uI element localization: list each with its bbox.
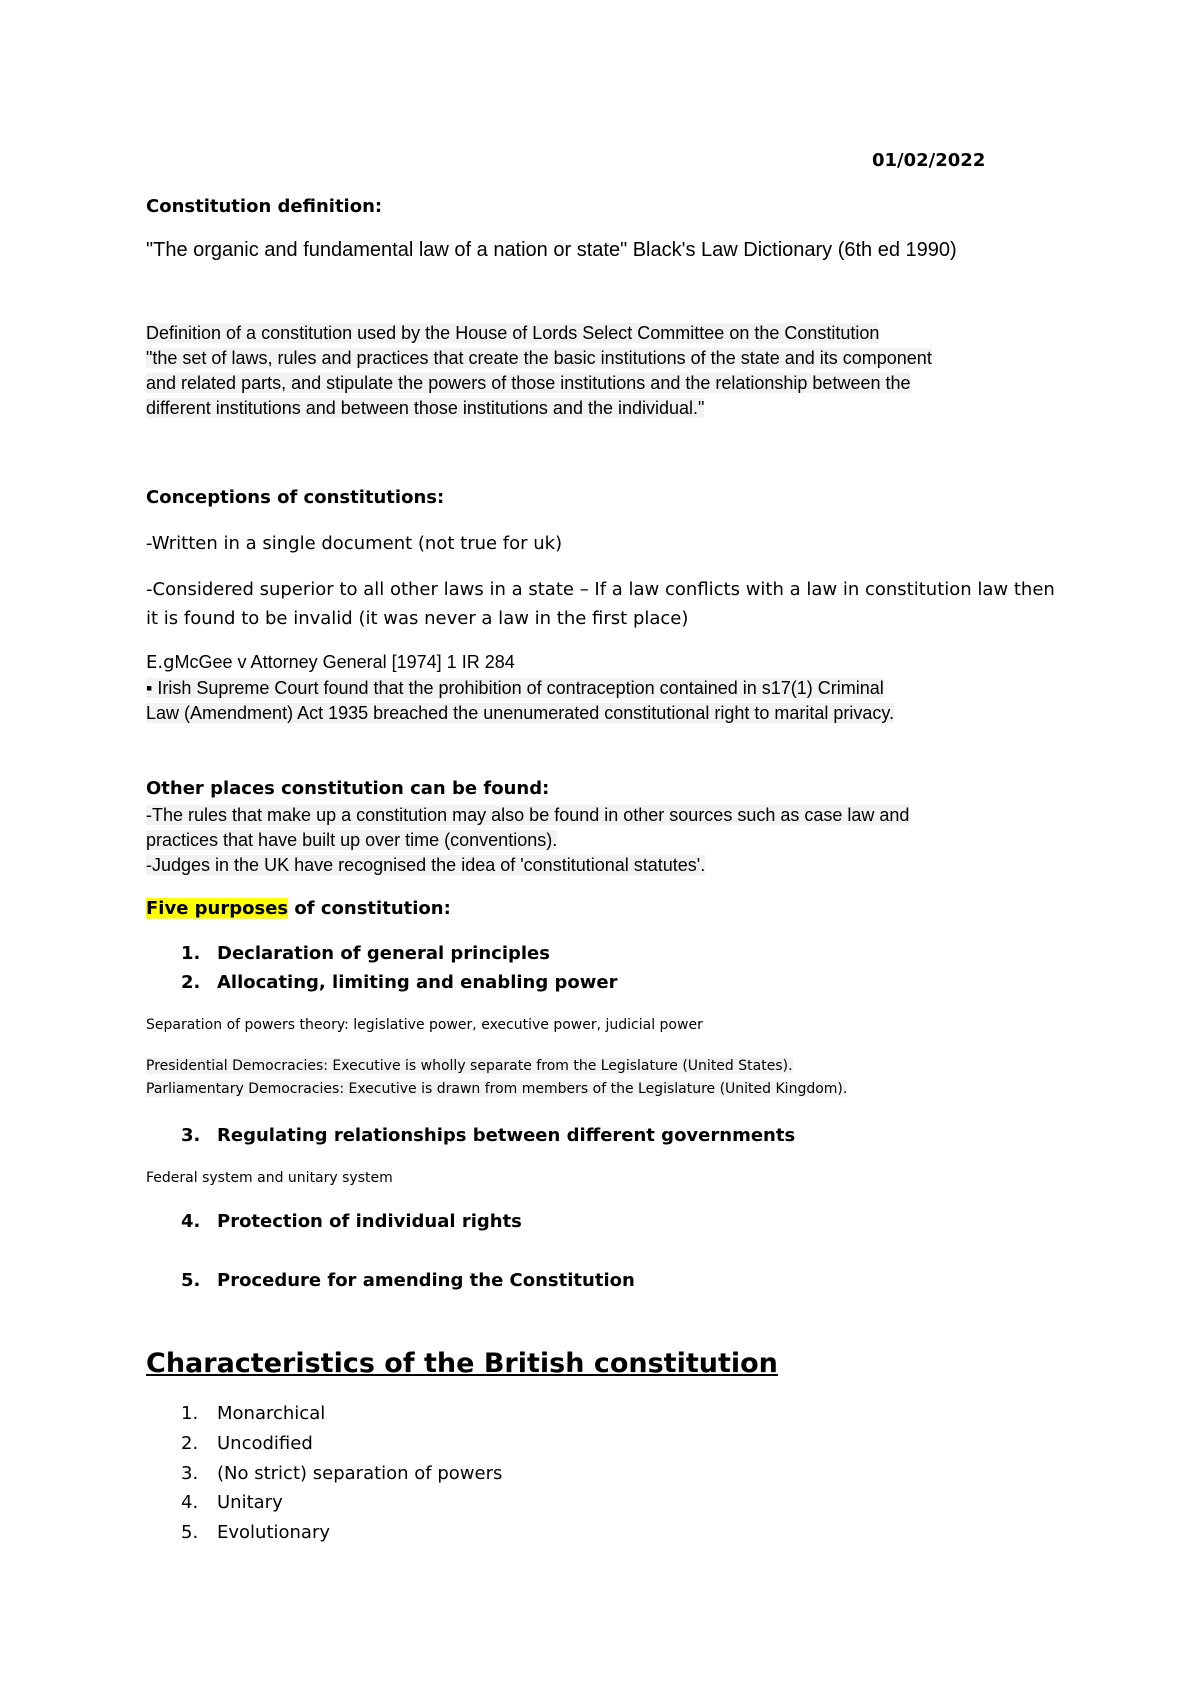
blacks-law-quote: "The organic and fundamental law of a nation or state" Black's Law Dictionary (6th ed 1990) [146,239,957,261]
lords-definition-line: Definition of a constitution used by the House of Lords Select Committee on the Constitution [146,323,880,343]
example-case-line: E.gMcGee v Attorney General [1974] 1 IR 284 [146,652,515,673]
characteristic-item: 1. Monarchical [181,1403,326,1424]
characteristic-item: 2. Uncodified [181,1433,313,1454]
purpose-item: 5. Procedure for amending the Constitution [181,1270,635,1291]
purpose-item: 1. Declaration of general principles [181,943,550,964]
constitution-definition-heading: Constitution definition: [146,196,383,217]
separation-note: Separation of powers theory: legislative power, executive power, judicial power [146,1017,703,1033]
highlighted-text: Five purposes [146,898,289,919]
other-places-heading: Other places constitution can be found: [146,778,550,799]
characteristic-item: 5. Evolutionary [181,1522,331,1543]
document-date: 01/02/2022 [872,150,986,171]
lords-definition-line: and related parts, and stipulate the powers of those institutions and the relationship between the [146,373,911,393]
other-places-line: -Judges in the UK have recognised the idea of 'constitutional statutes'. [146,855,706,875]
parliamentary-note: Parliamentary Democracies: Executive is drawn from members of the Legislature (United Kingdom). [146,1081,848,1097]
conceptions-heading: Conceptions of constitutions: [146,487,445,508]
conception-item: -Considered superior to all other laws in a state – If a law conflicts with a law in constitution law then [146,579,1055,600]
example-detail-line: ▪ Irish Supreme Court found that the prohibition of contraception contained in s17(1) Criminal [146,678,884,698]
conception-item: -Written in a single document (not true for uk) [146,533,563,554]
characteristics-heading: Characteristics of the British constitution [146,1348,778,1379]
other-places-line: -The rules that make up a constitution may also be found in other sources such as case law and [146,805,910,825]
purpose-item: 4. Protection of individual rights [181,1211,522,1232]
characteristic-item: 3. (No strict) separation of powers [181,1463,503,1484]
purpose-item: 3. Regulating relationships between different governments [181,1125,796,1146]
federal-note: Federal system and unitary system [146,1170,393,1186]
lords-definition-line: "the set of laws, rules and practices that create the basic institutions of the state and its component [146,348,932,368]
other-places-line: practices that have built up over time (conventions). [146,830,558,850]
lords-definition-line: different institutions and between those institutions and the individual." [146,398,705,418]
five-purposes-heading: Five purposes of constitution: [146,898,451,919]
presidential-note: Presidential Democracies: Executive is wholly separate from the Legislature (United States). [146,1058,793,1074]
purpose-item: 2. Allocating, limiting and enabling power [181,972,618,993]
characteristic-item: 4. Unitary [181,1492,283,1513]
conception-item-continued: it is found to be invalid (it was never a law in the first place) [146,608,689,629]
example-detail-line: Law (Amendment) Act 1935 breached the unenumerated constitutional right to marital privacy. [146,703,895,723]
